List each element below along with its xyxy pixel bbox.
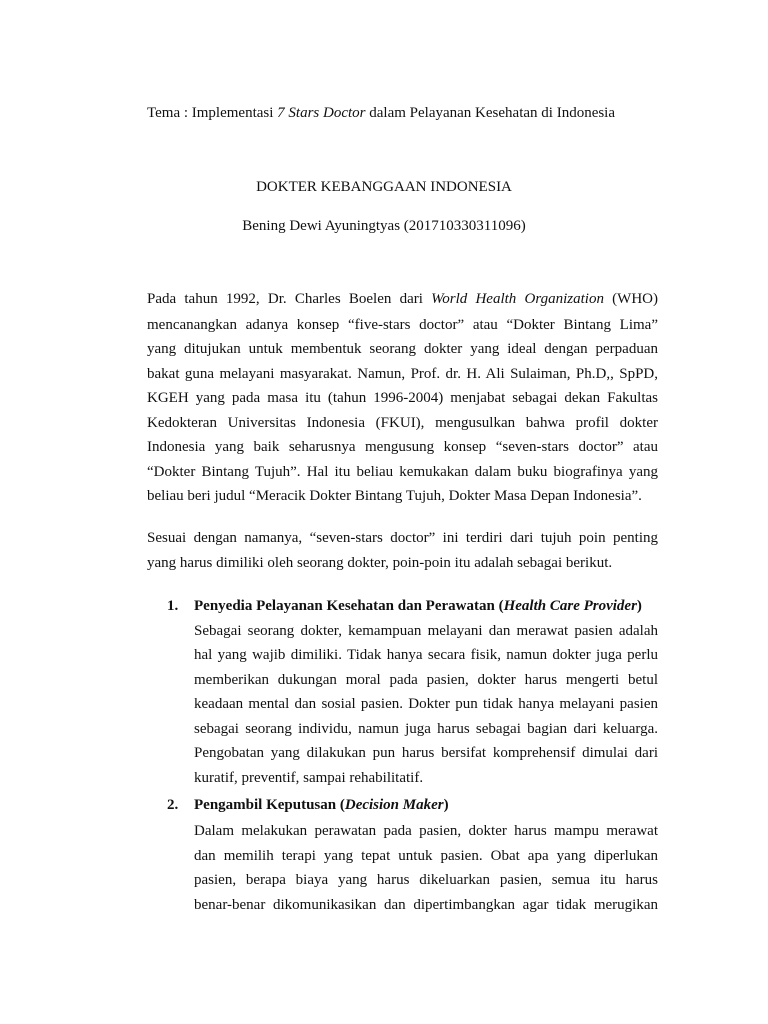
list-item-number: 1. [167, 598, 179, 614]
list-item-line: hal yang wajib dimiliki. Tidak hanya secara fisik, namun dokter juga perlu [194, 647, 658, 663]
theme-line [147, 104, 615, 122]
document-author: Bening Dewi Ayuningtyas (201710330311096) [242, 218, 526, 234]
document-title: DOKTER KEBANGGAAN INDONESIA [256, 179, 512, 195]
list-item-line: keadaan mental dan sosial pasien. Dokter pun tidak hanya melayani pasien [194, 696, 658, 712]
para2-line-1: Sesuai dengan namanya, “seven-stars doctor” ini terdiri dari tujuh poin penting [147, 530, 658, 546]
theme-italic: 7 Stars Doctor [277, 105, 366, 121]
para1-l1-end: (WHO) [603, 291, 658, 307]
list-item-line: memberikan dukungan moral pada pasien, dokter harus mengerti betul [194, 672, 658, 688]
list-item-line: Sebagai seorang dokter, kemampuan melayani dan merawat pasien adalah [194, 623, 658, 639]
para1-line-6: Kedokteran Universitas Indonesia (FKUI), mengusulkan bahwa profil dokter [147, 415, 658, 431]
list-item-line: dan memilih terapi yang tepat untuk pasien. Obat apa yang diperlukan [194, 848, 658, 864]
theme-prefix: Tema : Implementasi [147, 105, 278, 121]
list-item-heading [194, 597, 642, 615]
list-item-number: 2. [167, 797, 179, 813]
list-item-line: sebagai seorang individu, namun juga harus sebagai bagian dari keluarga. [194, 721, 658, 737]
list-item-line: Dalam melakukan perawatan pada pasien, dokter harus mampu merawat [194, 823, 658, 839]
heading-italic: Decision Maker [344, 797, 444, 813]
para1-l1-italic: World Health Organization [431, 291, 604, 307]
list-item-line: kuratif, preventif, sampai rehabilitatif. [194, 770, 424, 786]
para1-line-7: Indonesia yang baik seharusnya mengusung konsep “seven-stars doctor” atau [147, 439, 658, 455]
heading-close: ) [636, 598, 642, 614]
para1-l1-text: Pada tahun 1992, Dr. Charles Boelen dari [147, 291, 432, 307]
heading-close: ) [443, 797, 449, 813]
list-item-heading [194, 796, 449, 814]
theme-suffix: dalam Pelayanan Kesehatan di Indonesia [365, 105, 616, 121]
heading-text: Penyedia Pelayanan Kesehatan dan Perawatan ( [194, 598, 504, 614]
list-item-line: Pengobatan yang dilakukan pun harus bersifat komprehensif dimulai dari [194, 745, 658, 761]
para1-line-4: bakat guna melayani masyarakat. Namun, Prof. dr. H. Ali Sulaiman, Ph.D,, SpPD, [147, 366, 658, 382]
para2-line-2: yang harus dimiliki oleh seorang dokter, poin-poin itu adalah sebagai berikut. [147, 555, 613, 571]
list-item-line: benar-benar dikomunikasikan dan dipertimbangkan agar tidak merugikan [194, 897, 658, 913]
para1-line-9: beliau beri judul “Meracik Dokter Bintang Tujuh, Dokter Masa Depan Indonesia”. [147, 488, 642, 504]
para1-line-3: yang ditujukan untuk membentuk seorang dokter yang ideal dengan perpaduan [147, 341, 658, 357]
para1-line-5: KGEH yang pada masa itu (tahun 1996-2004) menjabat sebagai dekan Fakultas [147, 390, 658, 406]
heading-italic: Health Care Provider [503, 598, 637, 614]
para1-line-2: mencanangkan adanya konsep “five-stars doctor” atau “Dokter Bintang Lima” [147, 317, 658, 333]
list-item-line: pasien, berapa biaya yang harus dikeluarkan pasien, semua itu harus [194, 872, 658, 888]
heading-text: Pengambil Keputusan ( [194, 797, 345, 813]
para1-line-8: “Dokter Bintang Tujuh”. Hal itu beliau kemukakan dalam buku biografinya yang [147, 464, 658, 480]
para1-line-1 [147, 290, 658, 308]
